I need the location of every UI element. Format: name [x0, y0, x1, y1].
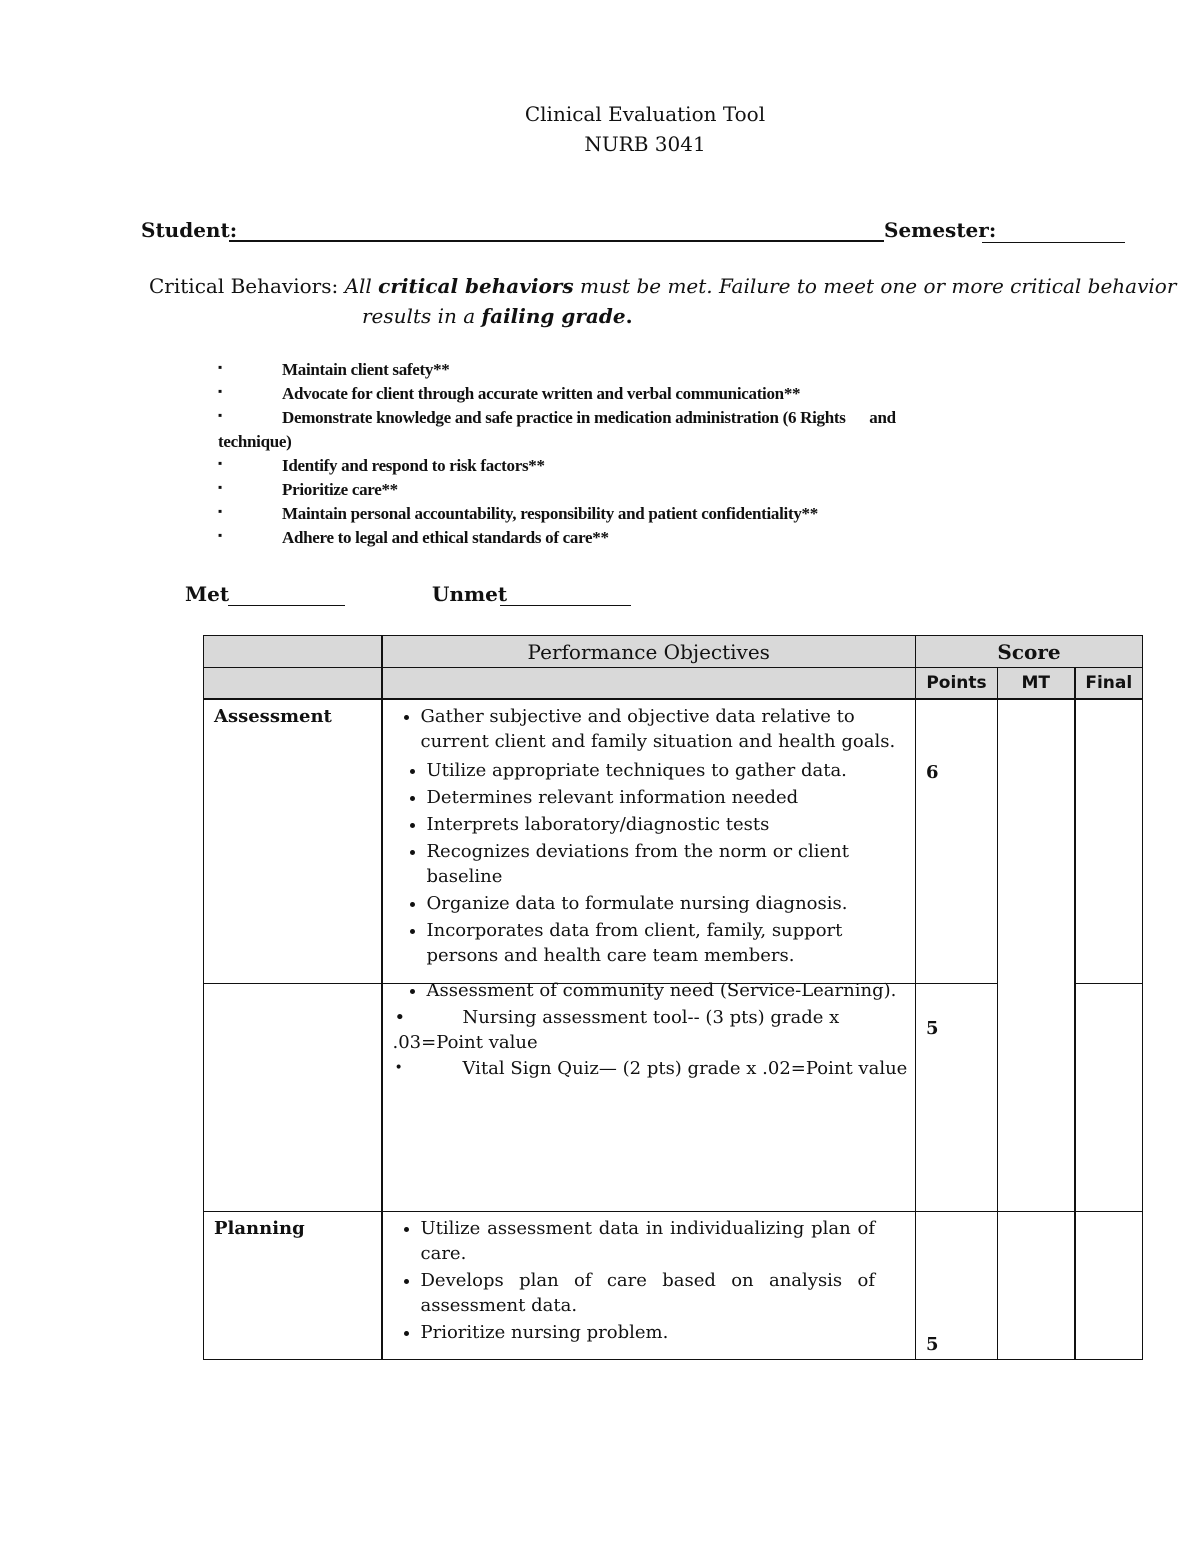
subheader-blank	[204, 668, 382, 699]
bullet-icon: ▪	[218, 528, 222, 542]
planning-label: Planning	[204, 1212, 382, 1360]
bullet-icon: ▪	[218, 504, 222, 518]
table-subheader-row	[204, 668, 1143, 699]
critical-text-4: results in a	[362, 304, 482, 328]
service-objectives	[382, 980, 916, 1212]
evaluation-table	[203, 635, 1143, 1360]
assessment-points: 6	[916, 699, 998, 984]
assessment-label: Assessment	[204, 699, 382, 984]
student-label: Student:	[141, 218, 238, 242]
subheader-objectives-blank	[382, 668, 916, 699]
list-item: • Organize data to formulate nursing diagnosis.	[427, 891, 916, 916]
service-points: 5	[916, 984, 998, 1212]
col-points-header: Points	[916, 668, 998, 699]
service-final-cell[interactable]	[1075, 984, 1143, 1212]
met-field[interactable]	[228, 605, 345, 606]
bullet-icon: •	[394, 1060, 403, 1076]
planning-points: 5	[916, 1212, 998, 1360]
critical-text-1: All	[344, 274, 379, 298]
list-item: • Interprets laboratory/diagnostic tests	[427, 812, 916, 837]
critical-text-6: .	[625, 304, 633, 328]
col-final-header: Final	[1075, 668, 1143, 699]
list-item: • Determines relevant information needed	[427, 785, 916, 810]
critical-behaviors-statement-2	[362, 301, 633, 331]
bullet-icon: •	[394, 1007, 406, 1028]
table-row-planning	[204, 1212, 1143, 1360]
bullet-icon: ▪	[218, 360, 222, 374]
unmet-label: Unmet	[432, 582, 508, 606]
planning-objectives	[382, 1212, 916, 1360]
list-item: • Recognizes deviations from the norm or client baseline	[427, 839, 916, 889]
bullet-icon: ▪	[218, 456, 222, 470]
planning-mt-cell[interactable]	[998, 1212, 1075, 1360]
critical-behaviors-statement	[149, 271, 1176, 301]
header-blank	[204, 636, 382, 668]
list-item: • Assessment of community need (Service-Learning).	[427, 978, 916, 1003]
critical-label: Critical Behaviors:	[149, 274, 339, 298]
list-item: • Gather subjective and objective data relative to current client and family situation and health goals.	[421, 704, 916, 754]
semester-label: Semester:	[884, 218, 997, 242]
document-title: Clinical Evaluation Tool	[524, 102, 766, 126]
table-header-row	[204, 636, 1143, 668]
assessment-final-cell[interactable]	[1075, 699, 1143, 984]
semester-field[interactable]	[982, 242, 1125, 243]
col-mt-header: MT	[998, 668, 1075, 699]
list-item: • Incorporates data from client, family, support persons and health care team members.	[427, 918, 916, 968]
bullet-icon: ▪	[218, 408, 222, 422]
critical-behavior-list: ▪ Maintain client safety** ▪ Advocate for client through accurate written and verbal communication** ▪ Demonstrate knowledge and safe practice in medication administration (6 Rights and technique) ▪ Identify and respond to risk factors** ▪ Prioritize care** ▪ Maintain personal accountability, responsibility and patient confidentiality** ▪ Adhere to legal and ethical standards of care**	[218, 360, 896, 547]
service-item-3: • Vital Sign Quiz— (2 pts) grade x .02=Point value	[394, 1058, 908, 1079]
critical-text-5: failing grade	[481, 304, 626, 328]
service-item-2: • Nursing assessment tool-- (3 pts) grade x .03=Point value	[392, 1007, 840, 1053]
course-code: NURB 3041	[584, 132, 706, 156]
header-score: Score	[916, 636, 1143, 668]
assessment-mt-cell[interactable]	[998, 699, 1075, 1212]
list-item: • Utilize appropriate techniques to gather data.	[427, 758, 916, 783]
service-label-blank	[204, 984, 382, 1212]
unmet-field[interactable]	[500, 605, 631, 606]
critical-text-3: must be met. Failure to meet one or more critical behavior	[573, 274, 1177, 298]
header-performance-objectives: Performance Objectives	[382, 636, 916, 668]
list-item: • Utilize assessment data in individualizing plan of care.	[421, 1216, 876, 1266]
assessment-objectives	[382, 699, 916, 984]
table-row-assessment	[204, 699, 1143, 984]
list-item: • Prioritize nursing problem.	[421, 1320, 876, 1345]
planning-final-cell[interactable]	[1075, 1212, 1143, 1360]
bullet-icon: ▪	[218, 384, 222, 398]
student-field[interactable]	[229, 240, 884, 242]
list-item: • Develops plan of care based on analysis of assessment data.	[421, 1268, 876, 1318]
bullet-icon: ▪	[218, 480, 222, 494]
critical-text-2: critical behaviors	[378, 274, 574, 298]
met-label: Met	[185, 582, 230, 606]
